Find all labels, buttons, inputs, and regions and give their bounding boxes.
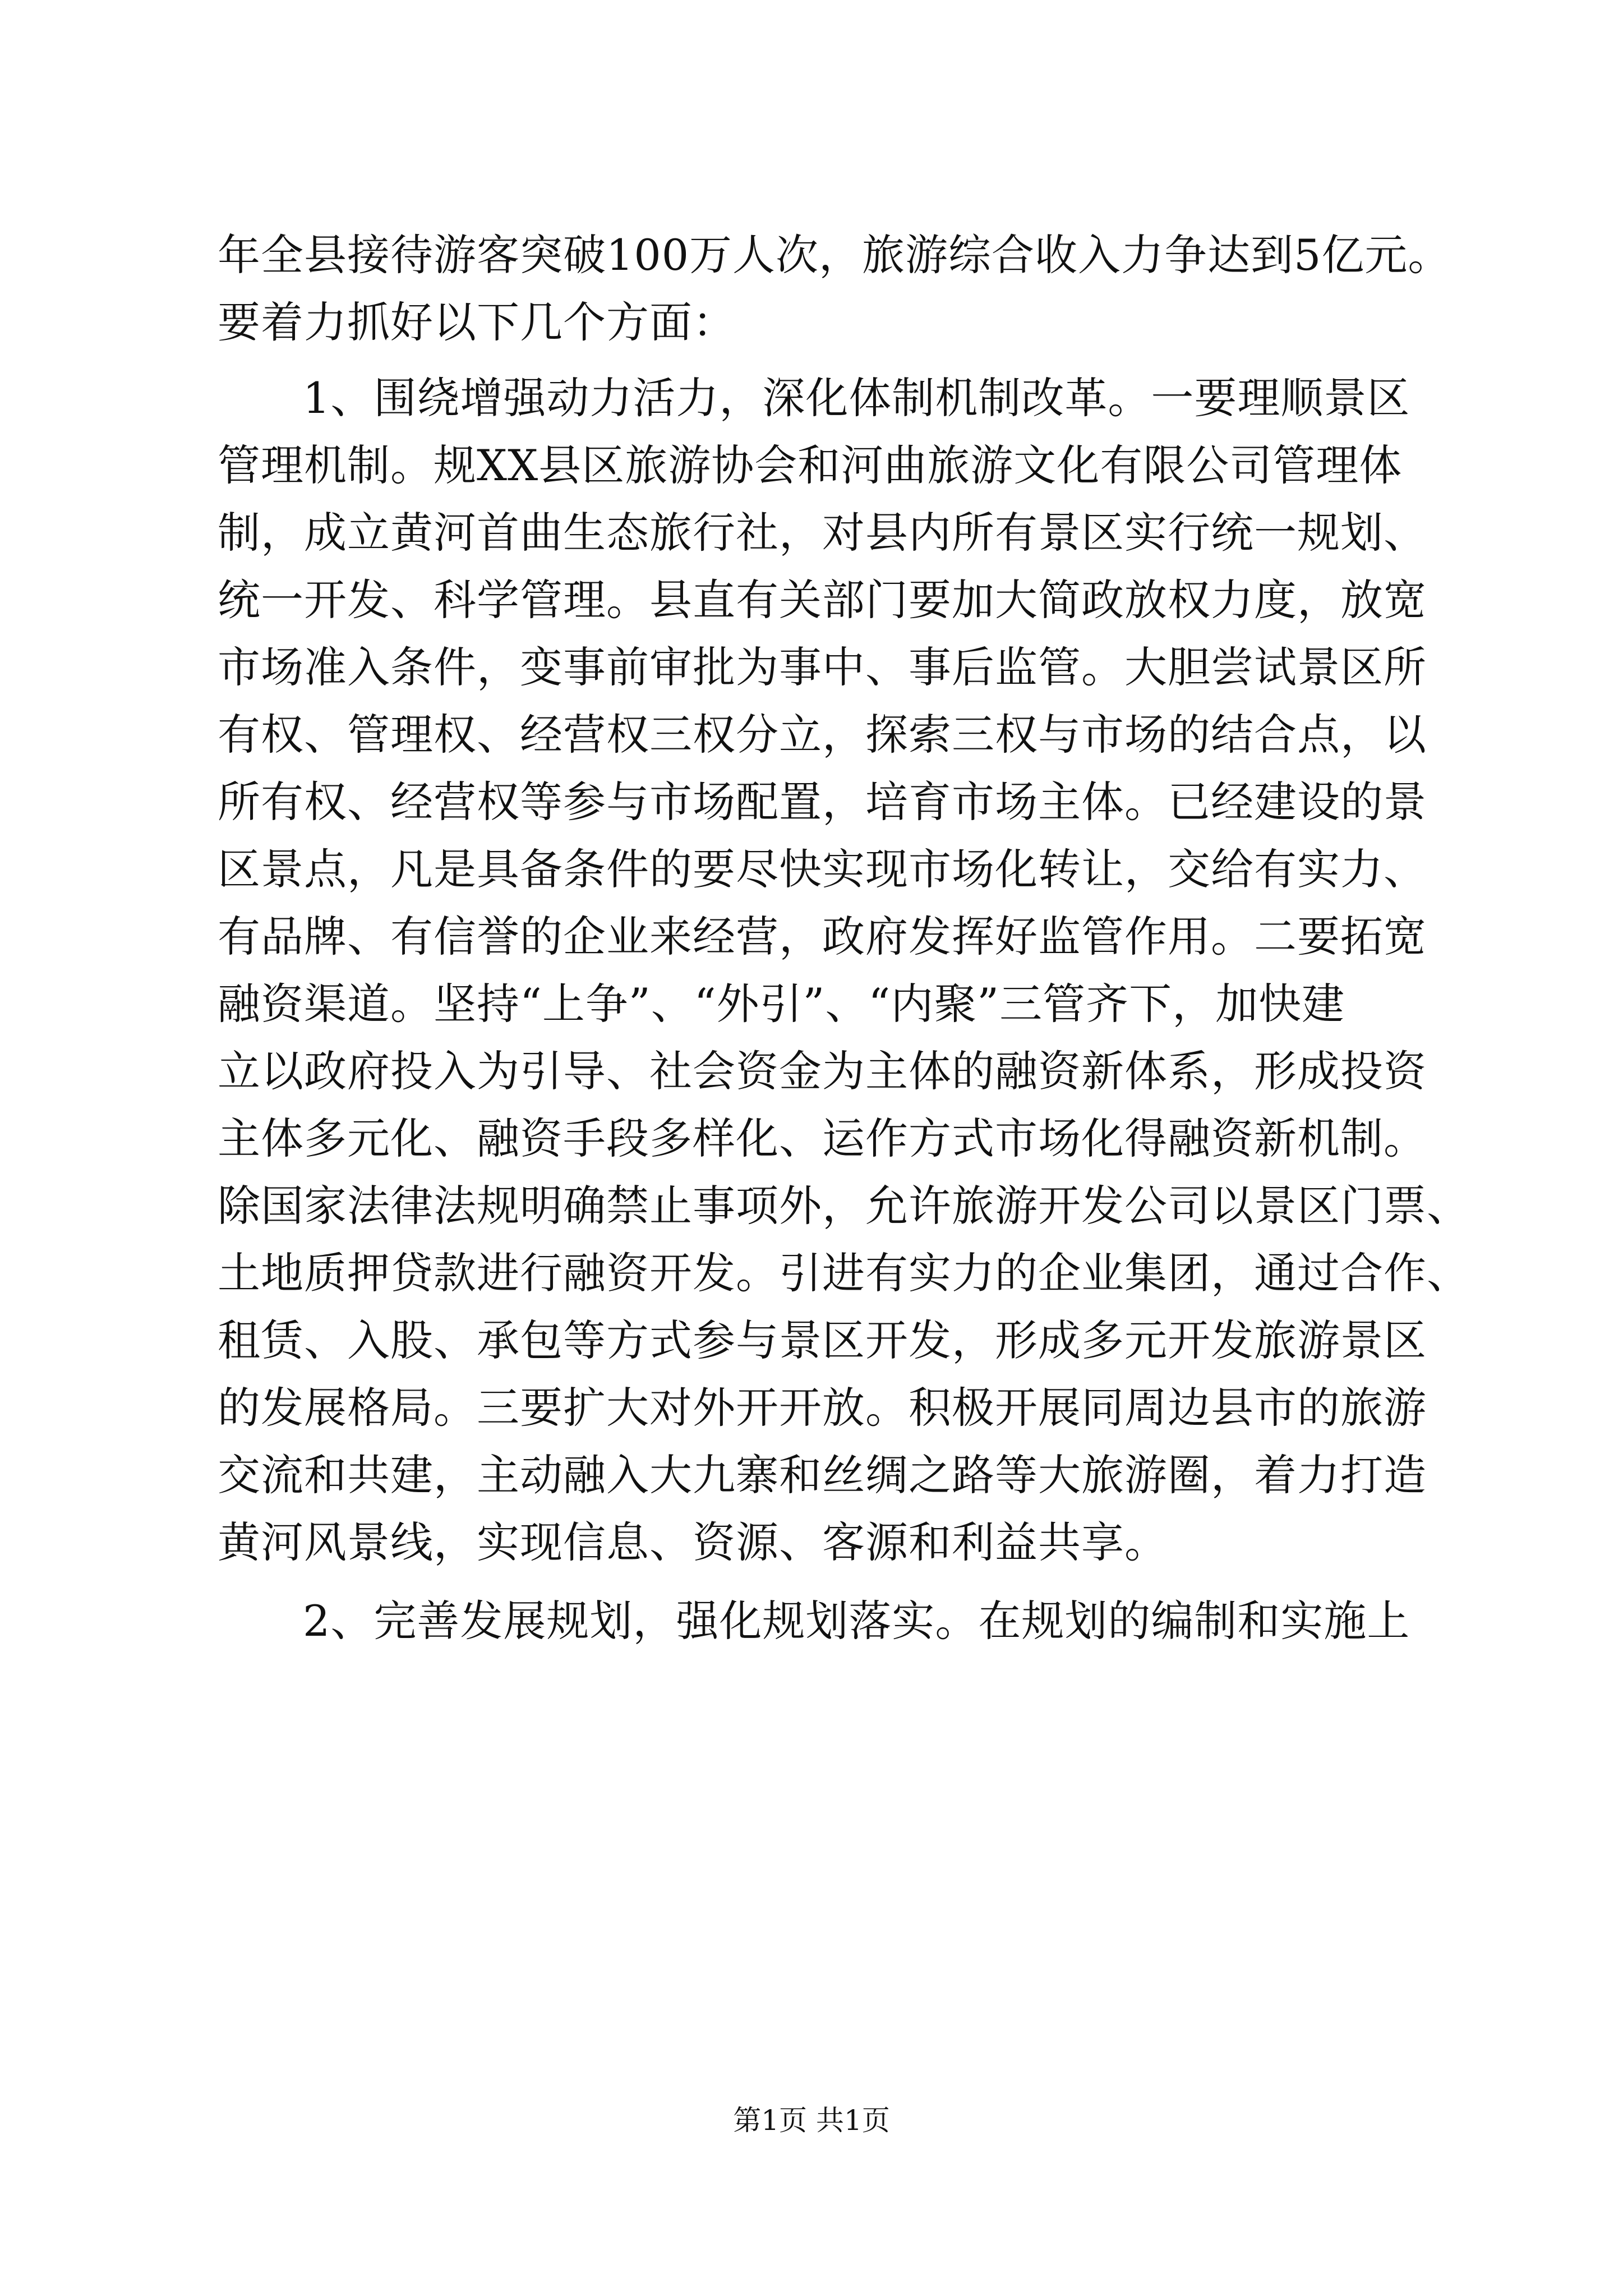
text-line-19: 交流和共建，主动融入大九寨和丝绸之路等大旅游圈，着力打造 [218, 1450, 1427, 1500]
text-line-10: 区景点，凡是具备条件的要尽快实现市场化转让，交给有实力、 [218, 844, 1427, 894]
text-line-1: 年全县接待游客突破100万人次，旅游综合收入力争达到5亿元。 [218, 230, 1451, 280]
text-line-16: 土地质押贷款进行融资开发。引进有实力的企业集团，通过合作、 [218, 1248, 1470, 1298]
text-line-20: 黄河风景线，实现信息、资源、客源和利益共享。 [218, 1517, 1168, 1567]
text-line-12: 融资渠道。坚持“上争”、“外引”、“内聚”三管齐下，加快建 [218, 979, 1345, 1029]
text-line-7: 市场准入条件，变事前审批为事中、事后监管。大胆尝试景区所 [218, 642, 1427, 692]
text-line-2: 要着力抓好以下几个方面： [218, 297, 736, 347]
text-line-4: 管理机制。规XX县区旅游协会和河曲旅游文化有限公司管理体 [218, 440, 1403, 490]
text-line-14: 主体多元化、融资手段多样化、运作方式市场化得融资新机制。 [218, 1114, 1427, 1163]
text-line-15: 除国家法律法规明确禁止事项外，允许旅游开发公司以景区门票、 [218, 1181, 1470, 1231]
text-line-17: 租赁、入股、承包等方式参与景区开发，形成多元开发旅游景区 [218, 1315, 1427, 1365]
page-footer: 第1页 共1页 [733, 2104, 890, 2137]
paragraph-1-first-line: 1、围绕增强动力活力，深化体制机制改革。一要理顺景区 [303, 373, 1410, 423]
paragraph-2-first-line: 2、完善发展规划，强化规划落实。在规划的编制和实施上 [303, 1596, 1410, 1646]
text-line-13: 立以政府投入为引导、社会资金为主体的融资新体系，形成投资 [218, 1046, 1427, 1096]
text-line-6: 统一开发、科学管理。县直有关部门要加大简政放权力度，放宽 [218, 575, 1427, 625]
text-line-8: 有权、管理权、经营权三权分立，探索三权与市场的结合点，以 [218, 710, 1427, 760]
text-line-5: 制，成立黄河首曲生态旅行社，对县内所有景区实行统一规划、 [218, 508, 1427, 558]
text-line-18: 的发展格局。三要扩大对外开开放。积极开展同周边县市的旅游 [218, 1383, 1427, 1433]
text-line-11: 有品牌、有信誉的企业来经营，政府发挥好监管作用。二要拓宽 [218, 912, 1427, 961]
text-line-9: 所有权、经营权等参与市场配置，培育市场主体。已经建设的景 [218, 777, 1427, 827]
